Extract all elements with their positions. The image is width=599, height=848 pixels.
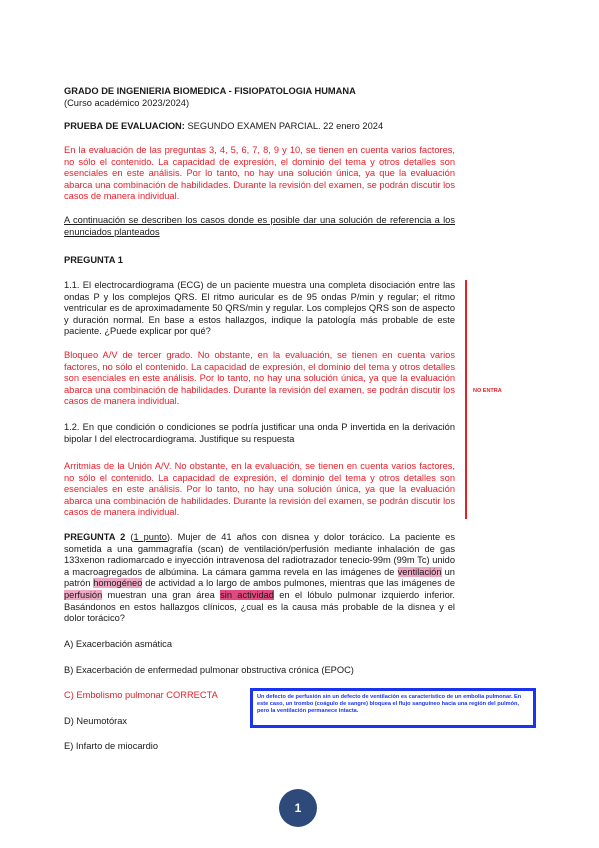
answer-1-2: Arritmias de la Unión A/V. No obstante, en la evaluación, se tienen en cuenta varios factores, no sólo el contenido. La capacidad de expresión, el dominio del tema y otros detalles son esenciales en este análisis. Por lo tanto, no hay una solución única, ya que la evaluación abarca una combinación de habilidades. Durante la revisión del examen, se podrán discutir los casos de manera individual. xyxy=(64,461,455,518)
margin-note: NO ENTRA xyxy=(473,388,502,394)
highlight-homogeneo: homogéneo xyxy=(93,578,143,589)
option-e: E) Infarto de miocardio xyxy=(64,741,159,751)
course-title: GRADO DE INGENIERIA BIOMEDICA - FISIOPATOLOGIA HUMANA xyxy=(64,86,356,96)
page-number-badge: 1 xyxy=(279,789,317,827)
margin-bar xyxy=(465,280,467,519)
option-b: B) Exacerbación de enfermedad pulmonar obstructiva crónica (EPOC) xyxy=(64,665,354,675)
highlight-ventilacion: ventilación xyxy=(397,566,442,577)
explanation-callout: Un defecto de perfusión sin un defecto de ventilación es característico de un embolia pulmonar. En este caso, un trombo (coágulo de sangre) bloquea el flujo sanguíneo hacia una región del pulmón, pero la ventilación permanece intacta. xyxy=(250,688,536,728)
exam-heading xyxy=(64,121,455,133)
continuation-text: A continuación se describen los casos donde es posible dar una solución de referencia a los enunciados planteados xyxy=(64,215,455,237)
question-2-text: PREGUNTA 2 (1 punto). Mujer de 41 años con disnea y dolor torácico. La paciente es sometida a una gammagrafía (scan) de ventilación/perfusión mediante inhalación de gas 133xenon radiomarcado e inyección intravenosa del radiotrazador tenecio-99m (99m Tc) unido a macroagregados de albúmina. La cámara gamma revela en las imágenes de ventilación un patrón homogéneo de actividad a lo largo de ambos pulmones, mientras que las imágenes de perfusión muestran una gran área sin actividad en el lóbulo pulmonar izquierdo inferior. Basándonos en estos hallazgos clínicos, ¿cual es la causa más probable de la disnea y el dolor torácico? xyxy=(64,532,455,624)
highlight-sin-actividad: sin actividad xyxy=(220,589,274,600)
answer-1-1: Bloqueo A/V de tercer grado. No obstante, en la evaluación, se tienen en cuenta varios factores, no sólo el contenido. La capacidad de expresión, el dominio del tema y otros detalles son esenciales en este análisis. Por lo tanto, no hay una solución única, ya que la evaluación abarca una combinación de habilidades. Durante la revisión del examen, se podrán discutir los casos de manera individual. xyxy=(64,350,455,407)
question-1-1-text: 1.1. El electrocardiograma (ECG) de un paciente muestra una completa disociación entre las ondas P y los complejos QRS. El ritmo auricular es de 95 ondas P/min y regular; el ritmo ventricular es de aproximadamente 50 QRS/min y regular. Los complejos QRS son de aspecto y duración normal. En base a estos hallazgos, indique la patología más probable de este paciente. ¿Puede explicar por qué? xyxy=(64,280,455,337)
question-2-points: 1 punto xyxy=(133,532,167,542)
evaluation-note: En la evaluación de las preguntas 3, 4, 5, 6, 7, 8, 9 y 10, se tienen en cuenta varios factores, no sólo el contenido. La capacidad de expresión, el dominio del tema y otros detalles son esenciales en este análisis. Por lo tanto, no hay una solución única, ya que la evaluación abarca una combinación de habilidades. Durante la revisión del examen, se podrán discutir los casos de manera individual. xyxy=(64,145,455,202)
option-c-correct: C) Embolismo pulmonar CORRECTA xyxy=(64,690,218,700)
question-2-title: PREGUNTA 2 xyxy=(64,532,126,542)
course-year: (Curso académico 2023/2024) xyxy=(64,98,190,108)
highlight-perfusion: perfusión xyxy=(64,589,103,600)
option-d: D) Neumotórax xyxy=(64,716,128,726)
question-1-2-text: 1.2. En que condición o condiciones se podría justificar una onda P invertida en la derivación bipolar I del electrocardiograma. Justifique su respuesta xyxy=(64,422,455,444)
exam-detail: SEGUNDO EXAMEN PARCIAL. 22 enero 2024 xyxy=(184,121,384,131)
option-a: A) Exacerbación asmática xyxy=(64,639,172,649)
question-1-title: PREGUNTA 1 xyxy=(64,255,123,265)
exam-label: PRUEBA DE EVALUACION: xyxy=(64,121,185,131)
